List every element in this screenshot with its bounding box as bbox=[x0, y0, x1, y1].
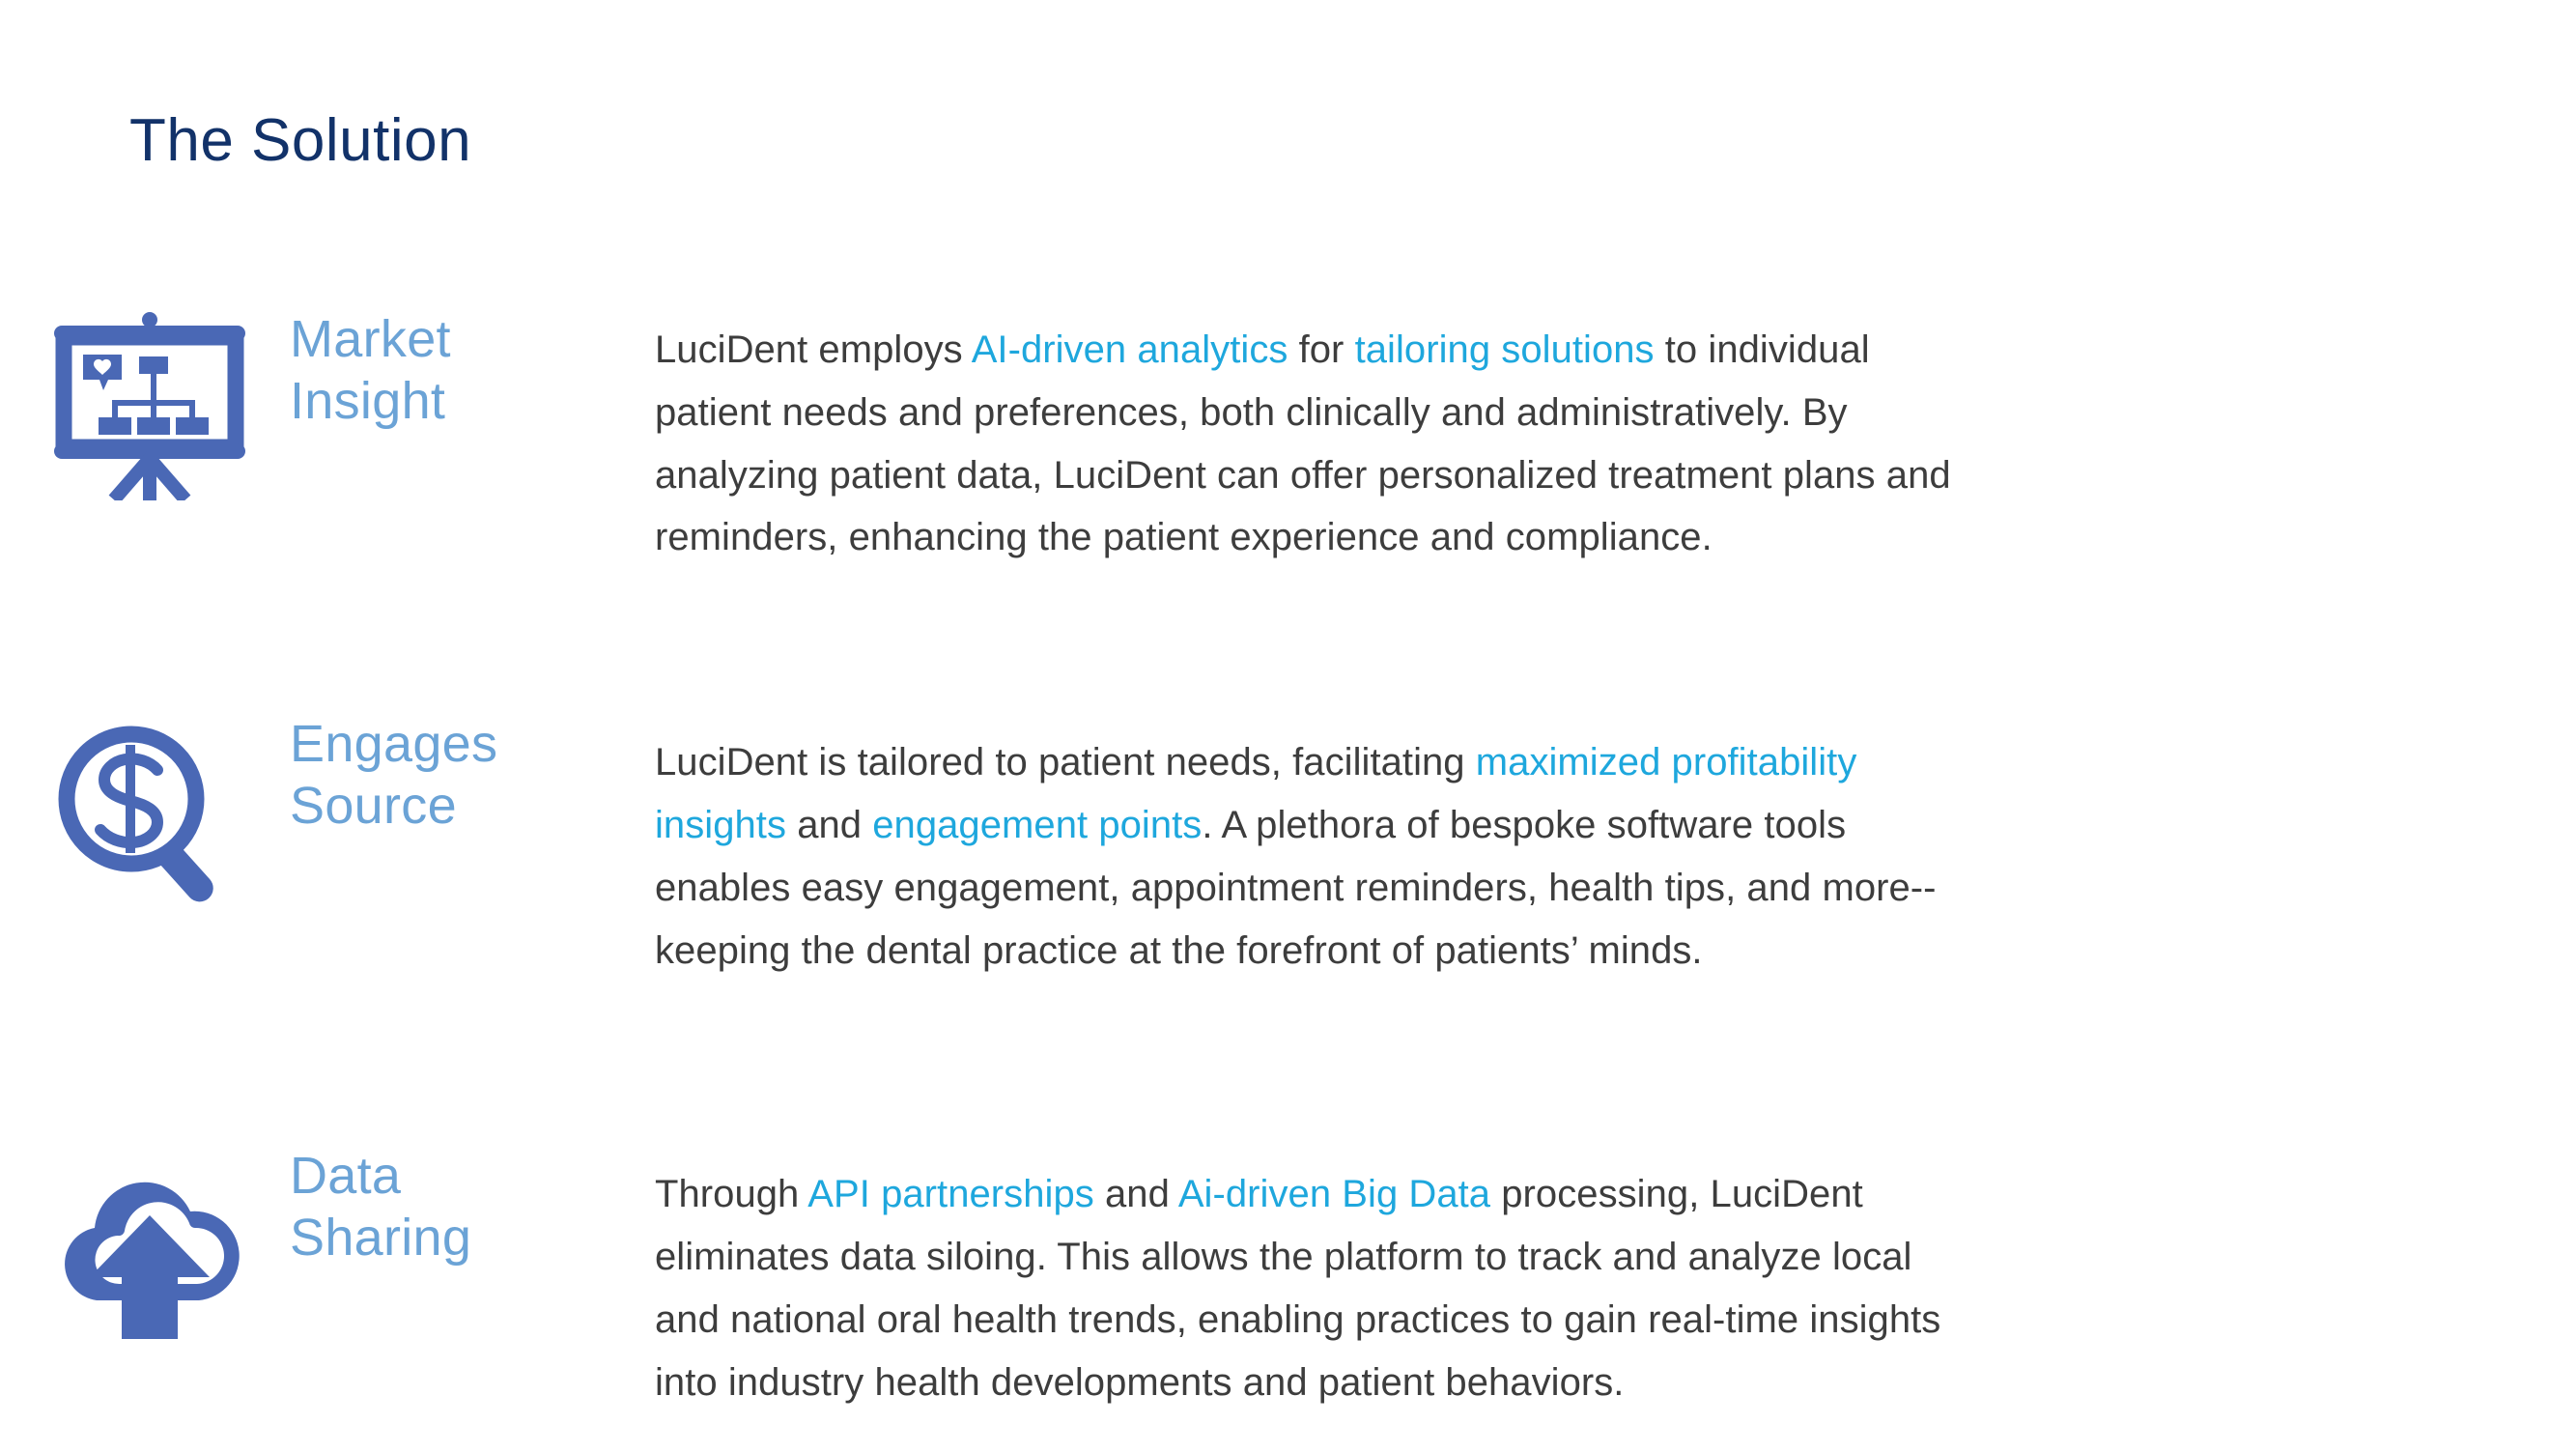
accent-phrase: tailoring solutions bbox=[1354, 328, 1655, 371]
accent-phrase: AI-driven analytics bbox=[971, 328, 1288, 371]
card-body-cell bbox=[655, 693, 1959, 1020]
body-phrase: LuciDent employs bbox=[655, 328, 972, 371]
body-phrase: . A plethora of bespoke software tools enables easy engagement, appointment reminders, health tips, and more--keeping the dental practice at the forefront of patients’ minds. bbox=[655, 803, 1937, 972]
card-heading-line-1: Data bbox=[290, 1147, 402, 1206]
body-phrase: to individual patient needs and preferences, both clinically and administratively. By analyzing patient data, LuciDent can offer personalized treatment plans and reminders, enhancing the patient experience and compliance. bbox=[655, 328, 1951, 559]
card-heading-line-2: Insight bbox=[290, 371, 446, 430]
solution-card bbox=[0, 693, 2576, 1020]
body-phrase: for bbox=[1288, 328, 1355, 371]
accent-phrase: maximized profitability insights bbox=[655, 741, 1857, 846]
body-phrase: and bbox=[786, 803, 873, 846]
card-body-text bbox=[655, 1163, 1959, 1413]
card-heading-cell bbox=[280, 1125, 580, 1268]
solution-card bbox=[0, 280, 2576, 608]
card-heading-line-2: Sharing bbox=[290, 1209, 472, 1268]
card-body-text bbox=[655, 319, 1959, 569]
card-body-text bbox=[655, 731, 1959, 982]
solution-card bbox=[0, 1125, 2576, 1452]
cloud-upload-icon bbox=[39, 1155, 261, 1339]
presentation-board-icon bbox=[39, 307, 261, 500]
magnifier-dollar-icon bbox=[39, 720, 261, 913]
accent-phrase: API partnerships bbox=[807, 1173, 1094, 1216]
page-title: The Solution bbox=[129, 107, 472, 174]
body-phrase: processing, LuciDent eliminates data siloing. This allows the platform to track and analyze local and national oral health trends, enabling practices to gain real-time insights into industry health developments and patient behaviors. bbox=[655, 1173, 1941, 1404]
card-icon-cell bbox=[0, 1125, 280, 1339]
card-body-cell bbox=[655, 1125, 1959, 1452]
card-heading bbox=[290, 1146, 580, 1268]
body-phrase: and bbox=[1093, 1173, 1178, 1216]
card-heading-line-1: Market bbox=[290, 310, 451, 368]
card-icon-cell bbox=[0, 693, 280, 913]
card-heading-line-2: Source bbox=[290, 776, 457, 835]
card-icon-cell bbox=[0, 280, 280, 500]
card-heading-cell bbox=[280, 693, 580, 837]
accent-phrase: Ai-driven Big Data bbox=[1177, 1173, 1491, 1216]
card-heading-line-1: Engages bbox=[290, 715, 498, 774]
accent-phrase: engagement points bbox=[872, 803, 1203, 846]
card-heading-cell bbox=[280, 280, 580, 432]
body-phrase: LuciDent is tailored to patient needs, facilitating bbox=[655, 741, 1476, 784]
card-heading bbox=[290, 309, 580, 432]
solution-card-list bbox=[0, 280, 2576, 1453]
body-phrase: Through bbox=[655, 1173, 808, 1216]
card-body-cell bbox=[655, 280, 1959, 608]
card-heading bbox=[290, 714, 580, 837]
